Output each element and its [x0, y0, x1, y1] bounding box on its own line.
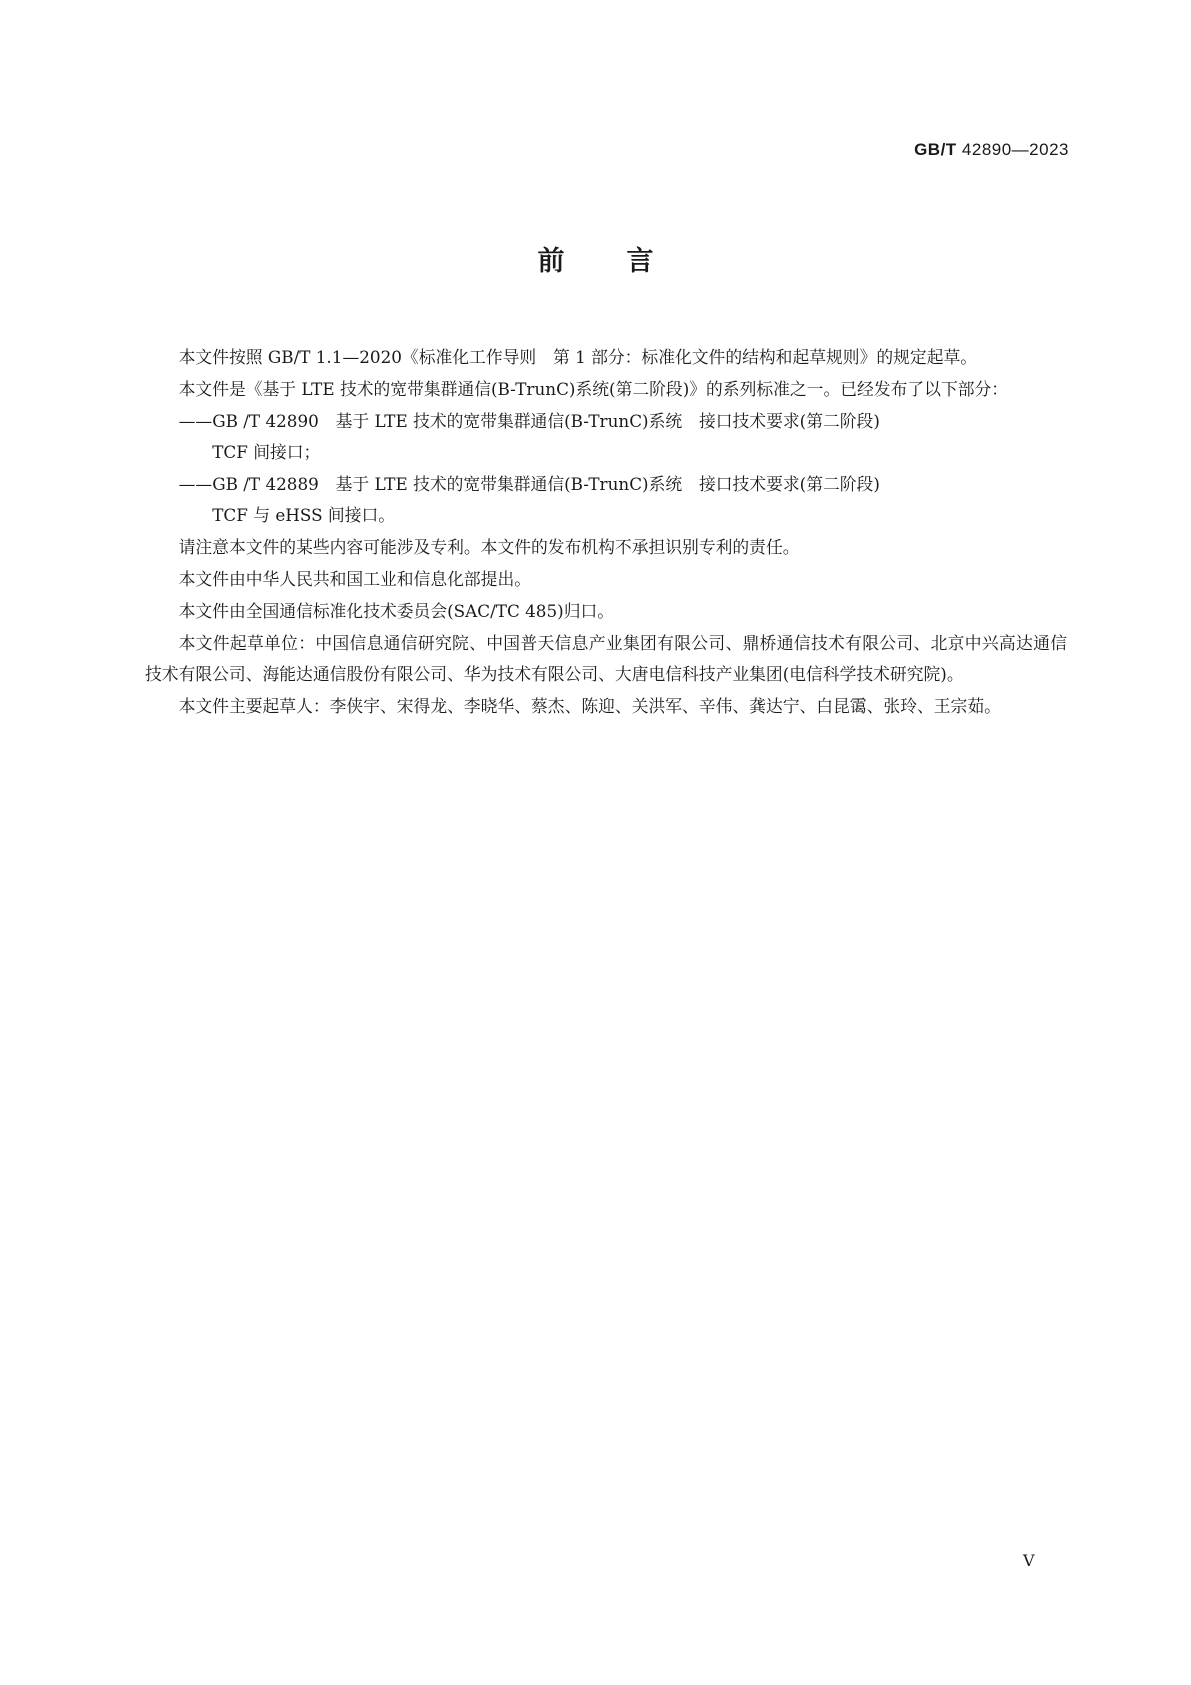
- paragraph-drafting-units: 本文件起草单位：中国信息通信研究院、中国普天信息产业集团有限公司、鼎桥通信技术有限公司、北京中兴高达通信技术有限公司、海能达通信股份有限公司、华为技术有限公司、大唐电信科技产业集团(电信科学技术研究院)。: [145, 633, 1067, 684]
- foreword-body: [145, 342, 1067, 723]
- paragraph-series-intro: 本文件是《基于 LTE 技术的宽带集群通信(B-TrunC)系统(第二阶段)》的系列标准之一。已经发布了以下部分：: [178, 379, 1009, 399]
- list-item-subtitle: 接口技术要求(第二阶段): [698, 474, 880, 494]
- paragraph-responsible-committee: 本文件由全国通信标准化技术委员会(SAC/TC 485)归口。: [178, 601, 615, 621]
- list-dash: ——: [178, 474, 213, 494]
- paragraph-main-drafters: 本文件主要起草人：李侠宇、宋得龙、李晓华、蔡杰、陈迎、关洪军、辛伟、龚达宁、白昆霭、张玲、王宗茹。: [178, 696, 1001, 716]
- list-item-code: GB /T 42890: [212, 411, 319, 431]
- standard-prefix: GB/T: [914, 140, 957, 159]
- list-item-interface: TCF 与 eHSS 间接口。: [212, 505, 396, 525]
- list-item-code: GB /T 42889: [212, 474, 319, 494]
- paragraph-drafting-rules: 本文件按照 GB/T 1.1—2020《标准化工作导则 第 1 部分：标准化文件的结构和起草规则》的规定起草。: [178, 347, 978, 367]
- list-item-subtitle: 接口技术要求(第二阶段): [698, 411, 880, 431]
- list-item: [145, 406, 1067, 468]
- paragraph-proposer: 本文件由中华人民共和国工业和信息化部提出。: [178, 569, 532, 589]
- list-item-interface: TCF 间接口；: [212, 442, 321, 462]
- list-item: [145, 469, 1067, 531]
- paragraph-patent-notice: 请注意本文件的某些内容可能涉及专利。本文件的发布机构不承担识别专利的责任。: [178, 537, 800, 557]
- page-number: V: [1023, 1551, 1035, 1570]
- list-dash: ——: [178, 411, 213, 431]
- standard-code: 42890—2023: [961, 140, 1069, 159]
- page-title: 前言: [537, 246, 716, 277]
- list-item-title: 基于 LTE 技术的宽带集群通信(B-TrunC)系统: [335, 411, 683, 431]
- standard-number: [914, 140, 1069, 160]
- list-item-title: 基于 LTE 技术的宽带集群通信(B-TrunC)系统: [335, 474, 683, 494]
